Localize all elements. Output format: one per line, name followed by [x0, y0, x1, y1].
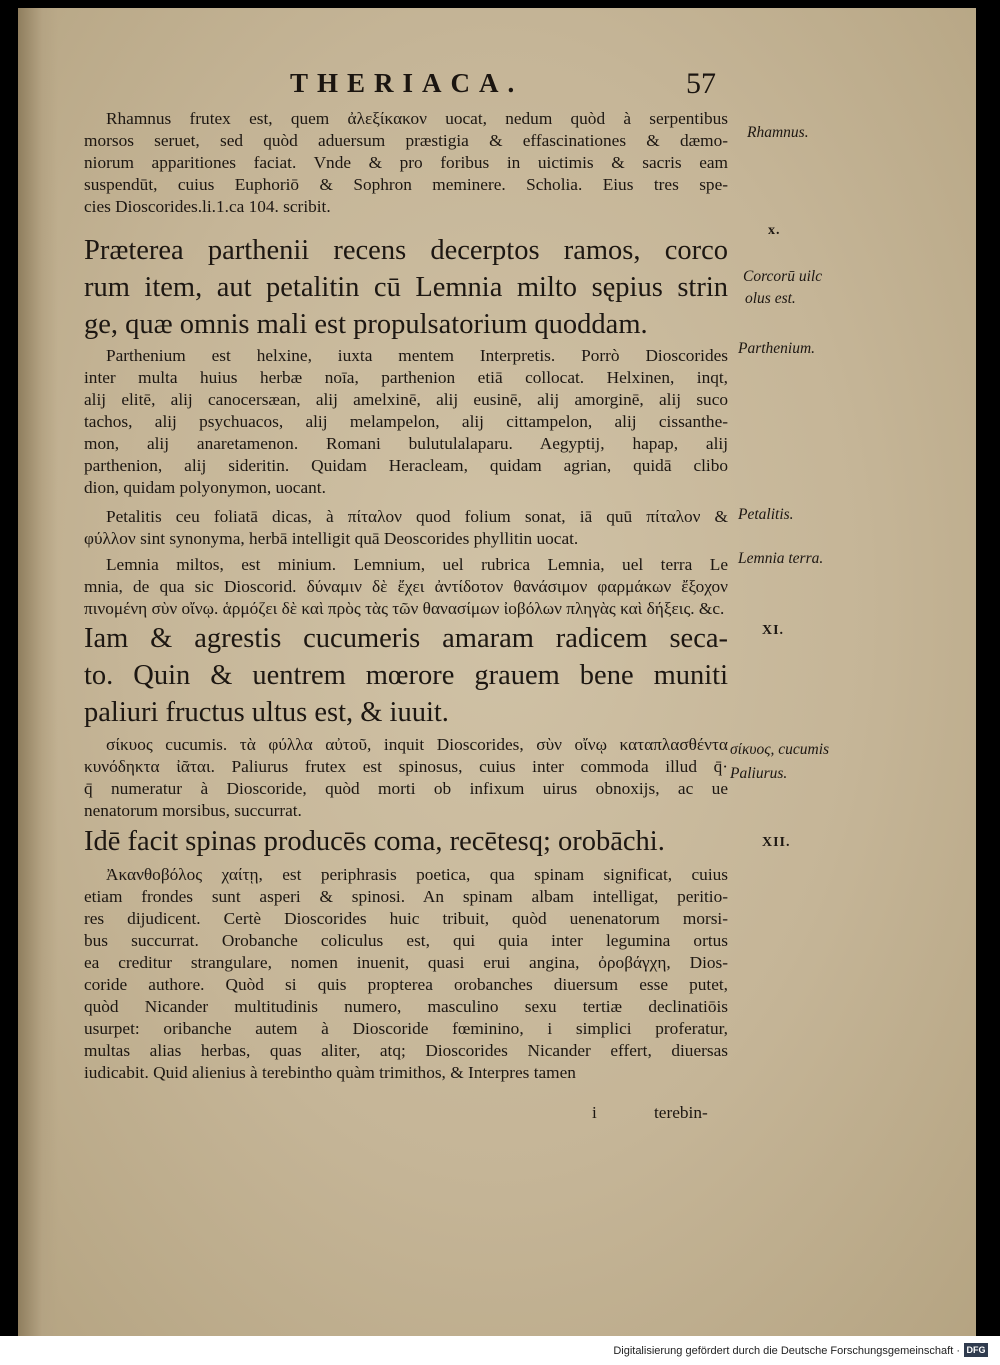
commentary-block-comm-lemnia: [84, 554, 728, 620]
footer-credit: Digitalisierung gefördert durch die Deutsche Forschungsgemeinschaft ·: [613, 1345, 960, 1357]
commentary-block-comm-acanthobolos: [84, 864, 728, 1084]
dfg-logo: DFG: [964, 1343, 988, 1357]
text-line: φύλλον sint synonyma, herbā intelligit quā Deoscorides phyllitin uocat.: [84, 529, 579, 548]
signature-mark: i: [592, 1103, 597, 1122]
commentary-block-comm-petalitis: [84, 506, 728, 550]
commentary-block-comm-cucumis: [84, 734, 728, 822]
text-line: σίκυος cucumis. τὰ φύλλα αὐτοῦ, inquit Dioscorides, σὺν οἴνῳ καταπλασθέντα: [106, 735, 728, 754]
text-line: Lemnia miltos, est minium. Lemnium, uel rubrica Lemnia, uel terra Le: [106, 555, 728, 574]
margin-note-xii: XII.: [762, 835, 791, 850]
margin-note-xi: XI.: [762, 623, 785, 638]
running-head: THERIACA.: [290, 68, 524, 98]
text-line: κυνόδηκτα ἰᾶται. Paliurus frutex est spinosus, cuius inter commoda illud q̄·: [84, 757, 728, 776]
margin-note-rhamnus: Rhamnus.: [747, 124, 809, 141]
text-line: etiam frondes sunt asperi & spinosi. An spinam albam intelligat, peritio-: [84, 887, 728, 906]
text-line: usurpet: oribanche autem à Dioscoride fœminino, i simplici proferatur,: [84, 1019, 728, 1038]
text-line: Idē facit spinas producēs coma, recētesq; orobāchi.: [84, 826, 665, 857]
margin-note-parthenium: Parthenium.: [738, 340, 816, 357]
text-line: cies Dioscorides.li.1.ca 104. scribit.: [84, 197, 331, 216]
text-line: morsos seruet, sed quòd aduersum præstigia & effascinationes & dæmo-: [84, 131, 728, 150]
text-line: πινομένη σὺν οἴνῳ. ἁρμόζει δὲ καὶ πρὸς τὰς τῶν θανασίμων ἰοβόλων πληγὰς καὶ δήξεις. &c.: [84, 599, 725, 618]
margin-note-petalitis: Petalitis.: [738, 506, 794, 523]
margin-note-x: x.: [768, 223, 781, 238]
text-line: parthenion, alij sideritin. Quidam Heracleam, quidam agrian, quidā clibo: [84, 456, 728, 475]
margin-note-lemnia-terra: Lemnia terra.: [738, 550, 824, 567]
text-line: inter multa huius herbæ noīa, parthenion etiā collocat. Helxinen, inqt,: [84, 368, 728, 387]
text-line: Rhamnus frutex est, quem ἀλεξίκακον uocat, nedum quòd à serpentibus: [106, 109, 728, 128]
text-line: Petalitis ceu foliatā dicas, à πίταλον quod folium sonat, iā quū πίταλον &: [106, 507, 728, 526]
verse-block-verse-xi: [84, 620, 728, 731]
text-line: iudicabit. Quid alienius à terebintho quàm trimithos, & Interpres tamen: [84, 1063, 576, 1082]
text-line: tachos, alij psychuacos, alij melampelon, alij cittampelon, alij cissanthe-: [84, 412, 728, 431]
text-line: mnia, de qua sic Dioscorid. δύναμιν δὲ ἔχει ἀντίδοτον θανάσιμον φαρμάκων ἔξοχον: [84, 577, 728, 596]
text-line: dion, quidam polyonymon, uocant.: [84, 478, 326, 497]
text-line: nenatorum morsibus, succurrat.: [84, 801, 302, 820]
text-line: Parthenium est helxine, iuxta mentem Interpretis. Porrò Dioscorides: [106, 346, 728, 365]
text-line: rum item, aut petalitin cū Lemnia milto sępius strin: [84, 272, 728, 303]
text-line: mon, alij anaretamenon. Romani bulutulalaparu. Aegyptij, hapap, alij: [84, 434, 728, 453]
page-number: 57: [686, 67, 716, 100]
text-line: niorum apparitiones faciat. Vnde & pro foribus in uictimis & sacris eam: [84, 153, 728, 172]
text-line: bus succurrat. Orobanche coliculus est, qui quia inter legumina ortus: [84, 931, 728, 950]
text-line: paliuri fructus ultus est, & iuuit.: [84, 697, 449, 728]
verse-block-verse-x: [84, 232, 728, 343]
text-line: ge, quæ omnis mali est propulsatorium quoddam.: [84, 309, 648, 340]
margin-note-sikyos: σίκυος, cucumis: [730, 741, 830, 758]
text-line: multas alias herbas, quas aliter, atq; Dioscorides Nicander effert, diuersas: [84, 1041, 728, 1060]
text-line: suspendūt, cuius Euphoriō & Sophron meminere. Scholia. Eius tres spe-: [84, 175, 728, 194]
margin-note-paliurus: Paliurus.: [730, 765, 788, 782]
commentary-block-comm-parthenium: [84, 345, 728, 499]
text-line: q̄ numeratur à Dioscoride, quòd morti ob infixum uirus obnoxijs, ac ue: [84, 779, 728, 798]
catchword: terebin-: [654, 1103, 708, 1122]
page-gutter-shadow: [18, 8, 58, 1336]
margin-note-corcoru-2: olus est.: [745, 290, 796, 307]
commentary-block-comm-rhamnus: [84, 108, 728, 218]
text-line: res dijudicent. Certè Dioscorides huic tribuit, quòd uenenatorum morsi-: [84, 909, 728, 928]
text-line: coride authore. Quòd si quis propterea orobanches diuersum esse putet,: [84, 975, 728, 994]
text-line: quòd Nicander multitudinis numero, masculino sexu tertiæ declinatiōis: [84, 997, 728, 1016]
text-line: ea creditur strangulare, nomen inuenit, quasi erui angina, ὀροβάγχη, Dios-: [84, 953, 728, 972]
book-page: [18, 8, 976, 1336]
text-line: alij elitē, alij canocersæan, alij amelxinē, alij eusinē, alij amorginē, alij suco: [84, 390, 728, 409]
text-line: Ἀκανθοβόλος χαίτῃ, est periphrasis poetica, qua spinam significat, cuius: [106, 865, 728, 884]
text-line: Præterea parthenii recens decerptos ramos, corco: [84, 235, 728, 266]
text-line: Iam & agrestis cucumeris amaram radicem seca-: [84, 623, 728, 654]
text-line: to. Quin & uentrem mœrore grauem bene muniti: [84, 660, 728, 691]
margin-note-corcoru-1: Corcorū uilc: [743, 268, 823, 285]
verse-block-verse-xii: [84, 823, 728, 860]
